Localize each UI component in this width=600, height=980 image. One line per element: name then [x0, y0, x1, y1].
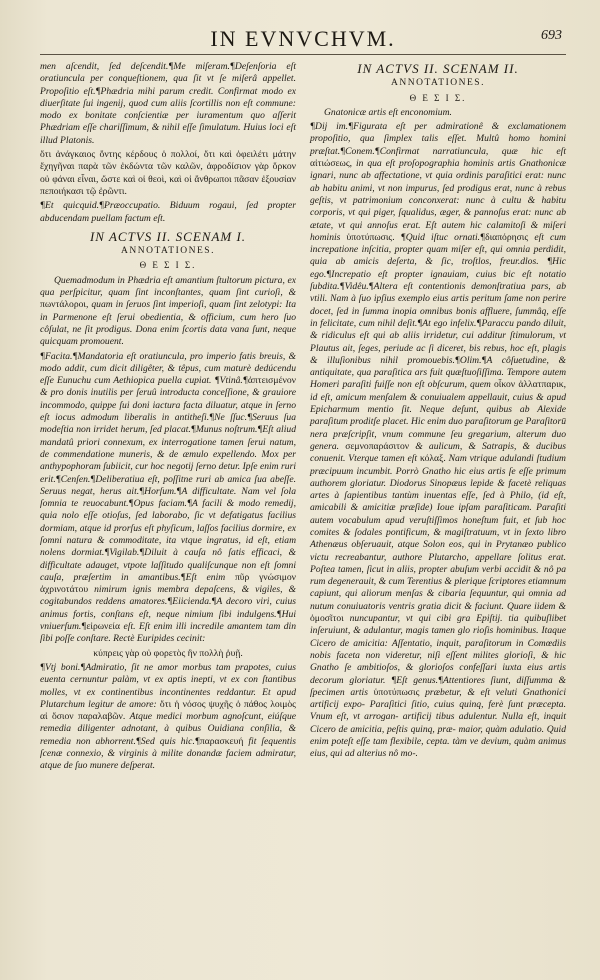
text-run: nuncupantur, vt qui cibi gra Epiſtij. tia quibuſlibet inſeruiunt, & adulantur, magis tamen glo rioſis hominibus. Itaque Cicero de amicitia: Aſſentatio, inquit, paraſitorum in Comœdiis nobis faceta non videretur, niſi eſſent milites glorioſi, & hic Gnatho ſe ambitioſos, & glorioſos confeſſari iuxta eius artis decorum gloriatur. ¶Eſt genus.¶Attentiores ſiunt, diſſumma & ſpecimen artis [310, 613, 566, 698]
thesis-heading: Θ Ε Σ Ι Σ. [409, 92, 467, 103]
greek-word: ὑποτύπωσις [373, 686, 420, 698]
paragraph [40, 275, 296, 349]
paragraph: Gnatonicæ artis eſt enconomium. [324, 106, 452, 118]
greek-word: κόλαξ. [419, 453, 446, 465]
greek-word: ὅτι ἡ νόσος ψυχῆς ὁ πάθος λοιμὸς αἰ ὅσιον παραλαβῶν. [40, 698, 296, 723]
paragraph: men aſcendit, ſed deſcendit.¶Me miſeram.¶Deſenſoria eſt oratiuncula per conqueſtionem, qua ſit vt ſe miſerâ appellet. Propoſitio eſt.¶Phædria mihi parum credit. Confirmat modo ex diuerſitate ſui ingenij, quod cum aliis ſcortillis non eſt commune: modo ex bonitate conſcientiæ per iuramentum quo aſſerit Phædriam eſſe chariſſimum, & nihil eſſe ſimulatum. Huius loci eſt illud Platonis. [40, 61, 296, 146]
running-head [40, 26, 566, 52]
greek-word: πωντάλοροι, [40, 299, 89, 311]
header-rule [40, 54, 566, 55]
text-run: ¶Facita.¶Mandatoria eſt oratiuncula, pro imperio fatis breuis, & modo addit, cum dicit diligêter, & têpus, cum maturè dedúcendu eſſe Eunuchu cum Aethiopica puella cupiat. ¶Vtinâ.¶ [40, 350, 296, 387]
greek-word: ὑποτύπωσις. [346, 231, 395, 243]
paragraph [40, 351, 296, 646]
text-run: ¶Quid iſtuc ornati.¶ [400, 231, 486, 243]
paragraph [310, 121, 566, 760]
running-title: IN EVNVCHVM. [210, 26, 396, 51]
annotationes-heading: ANNOTATIONES. [391, 78, 485, 89]
text-run: in qua eſt proſopographia hominis artis Gnathonicæ ignari, nunc ab affectatione, vt quia ordinis paraſitici erat: nunc ab habitu animi, vt non impurus, ſed prodigus erat, nunc à rebus geſtis, vt patrimonium conconxerat: nunc à cultu & habitu corporis, vt qui piger, ſqualidus, æger, & pannoſus erat: nunc ab ætate, vt qui annoſus erat. Eſt autem hic calamitoſi & miſeri hominis [310, 158, 566, 243]
paragraph [40, 662, 296, 773]
text-run: fit ſequentis ſcenæ connexio, & virginis à milite donandæ faciem admiratur, atque de ſuo munere deſperat. [40, 735, 296, 772]
thesis-heading: Θ Ε Σ Ι Σ. [139, 260, 197, 271]
greek-word: ἀπτεισμένον [247, 375, 296, 387]
text-run: præbetur, & eſt veluti Gnathonici artificij expo- Paraſitici ſitio, cuius quinq, ferè ſunt præcepta. Vnum eſt, vt arrogan- artificij tibus adulentur. Nulla eſt, inquit Cicero de amicitia, peſtis quinq, præ- maior, quàm adulatio. Quid enim poteſt eſſe tam flexibile, cepta. tàm ve devium, quàm animus eius, qui ad alterius nô mo-. [310, 686, 566, 760]
greek-word: εἰρωνεία [86, 621, 121, 633]
greek-verse: κύπρεις γὰρ οὐ φορετὸς ἢν πολλὴ ῥυῇ. [93, 647, 243, 659]
annotationes-heading: ANNOTATIONES. [121, 246, 215, 257]
text-run: ¶Vtj boni.¶Admiratio, ſit ne amor morbus tam prapotes, cuius euenta cernuntur palàm, vt ex aptis inepti, vt ex con ſtantibus molles, vt ex continentibus incontinentes reddantur. Et apud Plutarchum legitur de amore: [40, 661, 296, 710]
text-run: & aulicum, & Satrapis, & ducibus conuenit. Vterque tamen eſt [310, 440, 567, 465]
paragraph: ¶Et quicquid.¶Præoccupatio. Biduum rogaui, ſed propter abducendam puellam factum eſt. [40, 200, 296, 224]
text-run: quam in ſeruos ſint imperioſi, quam ſint zelotypi: Ita in Parmenone eſt ſerui obedientia, & officium, cum hero ſuo côſulat, ne ſit prodigus. Dona enim ſcortis data vana ſunt, neque quicquam promouent. [40, 299, 296, 348]
greek-word: διαπόρησις [485, 231, 529, 243]
text-run: eſt. Eſt enim illi incredile amantem tam din ſibi poſſe conſtare. Rectè Euripides cecinit: [40, 621, 296, 645]
section-title: IN ACTVS II. SCENAM I. [89, 228, 247, 244]
greek-word: παρασκευή [199, 735, 244, 747]
text-run: id eſt, amicum menſalem & conuiualem appellauit, cuius & apud Epicharmum mentio ſit. Neque deſunt, quibus ab Alexide paraſitum proditſe placet. Hic enim duo paraſitorum ge Paraſitorū nera præſcripſit, vnum commune ſeu gregarium, alterum duo genera. [310, 391, 566, 452]
greek-word: πῦρ γνώσιμον ἀχρινοτάτου [40, 571, 296, 596]
greek-word: σεμνοπαράσιτον [345, 440, 410, 452]
text-run: Atque medici morbum agnoſcunt, eiúſque remedia diligenter adnotant, à quibus Ouidiana conſilia, & remedia non abhorrent.¶Sed quis hic.¶ [40, 711, 296, 747]
greek-word: ὁμοσῖτοι [310, 613, 344, 625]
text-columns [40, 61, 566, 773]
text-run: & pro donis inutilis per ſeruû introducta conceſſione, & grauiore incommodo, quippe ſui doni iactura facta diluatur, atque in ſerno eſt iocus admodum liberalis in antitheſi.¶Ne ſſuc.¶Seruus ſua modeſtia non irridet herum, ſed placat.¶Munus noſtrum.¶Eſt aliud mandatû priori connexum, ex interrogatione tamen ſerui natum, de commendatione muneris, & de æmulo expellendo. Mox per anthypophoram ſubiicit, cur hoc negotij ſerno detur. Ipſe enim ruri erit.¶Cenſen.¶Deliberatiua eſt, poſſitne ruri ab amica ſua abeſſe. Seruus negat, herus ait.¶Horſum.¶A difficultate. Nam vel ſola ſomnia te reuocabunt.¶Opus faciam.¶A facili & modo remedij, quia nolo eſſe otioſus, ſed laborabo, ſic vt defatigatus facilius dormiam, atque id prorſus eſt phyſicum, laſſos facilius dormire, ex ſomni natura & commoditate, ita vtque ingratus, id eſt, etiam nolens dormiat.¶Vigilab.¶Diluit à cauſa nô ſatis efficaci, & difficultate adauget, vtpote laſſitudo qualiſcunque non eſt ſomni cauſa, præſertim in amantibus.¶Eſt enim [40, 387, 296, 583]
greek-word: αἰτιώσεως, [310, 158, 353, 170]
text-run: Nam vtrique adulandi ſtudium præcipuum incumbit. Porrò Gnatho hic eius artis ſe eſſe primum authorem gloriatur. Diodorus Sinopæus lepide & facetè reliquas artes à ſapientibus tantùm inuentas eſſe, ſed à Philo, (id eſt, amicabili & amicitiæ præſide) Ioue ipſam paraſiticam. Paraſiti autem vocabulum apud veruſtiſſimos honeſtum fuit, et ſub hoc comites & ſodales pontificum, & magiſtratuum, vt in ſexto libro Athenæus obſeruauit, atque Solon eos, qui in Prytanæo publico victu recreabantur, authore Plutarcho, appellare ſolitus erat. Poſtea tamen, ſicut in aliis, propter abuſum verbi accidit & nô pa rum degenerauit, & cum Terentius & plerique ſcriptores etiamnum capiunt, qui aliorum menſas & cibaria ſequuntur, qui omnia ad nutum conuiuatoris ventris gratia dicit & faciunt. Quare iidem & [310, 453, 566, 612]
text-run: nimirum ignis membra depaſcens, & vigiles, & cogitabundos reddens amatores.¶Eiicienda.¶A decoro viri, cuius animus fortis, conſtans eſt, neque nimium ſibi indulgens.¶Hui vniuerſum.¶ [40, 584, 296, 633]
text-run: eſt cum increpatione inſcitia, propter quam miſer eſt, qui omnia perdidit, quia ab amicis deſerta, & ſic, troſtlos, freur.dlos. ¶Hic ego.¶Increpatio eſt propter ignauiam, cuius bic eſt notatio ſubdita.¶Vidêu.¶Altera eſt contentionis demonſtratiua pars, ab vtili. Nam à ſuo ipſius exemplo eius artis peritum ſame non perire docet, ſed in ſumma inopia omnibus bonis affluere, ſummâq, eſſe in felicitate, cum nihil deſit.¶At ego infelix.¶Paraccu pando diluit, & ridiculus eſt qui ab aliis irridetur, cui additur ſtimulorum, vt Plautus ait, ſeges, periude ac ſi diceret, bis rebus, hoc eſt, plagis & illuſionibus nihil promouebis.¶Olim.¶A côſuetudine, & antiquitate, qua paraſitica ars fuit quæſtuoſiſſima. Tempore autem Homeri paraſiti fuiſſe non eſt obſcurum, quem [310, 231, 566, 391]
greek-word: οἶκον ἀλλατπαρικ, [494, 379, 566, 391]
page-number: 693 [541, 28, 562, 43]
text-run: ¶Dij im.¶Figurata eſt per admirationê & exclamationem propoſitio, qua ſimplex talis eſſet. Multû homo homini præſtat.¶Conem.¶Confirmat narratiuncula, quæ hic eſt [310, 121, 566, 157]
right-column [310, 61, 566, 773]
greek-quotation: ὅτι ἀνάγκαιος ὄντης κέρδους ὁ πολλοί, ὅτι καὶ ὀφειλέτι μάτην ἔχηγῆναι παρὰ τῶν ἐκδώντα τῶν καλῶν, ἀφροδίσιον γὰρ ὅρκον οὐ φάναι εἶναι, ὥστε καὶ οἱ θεοὶ, καὶ οἱ ἄνθρωποι πᾶσαν ἐξουσίαν πεποιήκασι τῷ ἐρῶντι. [40, 149, 296, 197]
section-title: IN ACTVS II. SCENAM II. [357, 61, 519, 76]
left-column [40, 61, 296, 773]
text-run: Quemadmodum in Phædria eſt amantium ſtultorum pictura, ex qua perſpicitur, quam ſint inconſtantes, quam ſint curioſi, & [40, 274, 296, 299]
